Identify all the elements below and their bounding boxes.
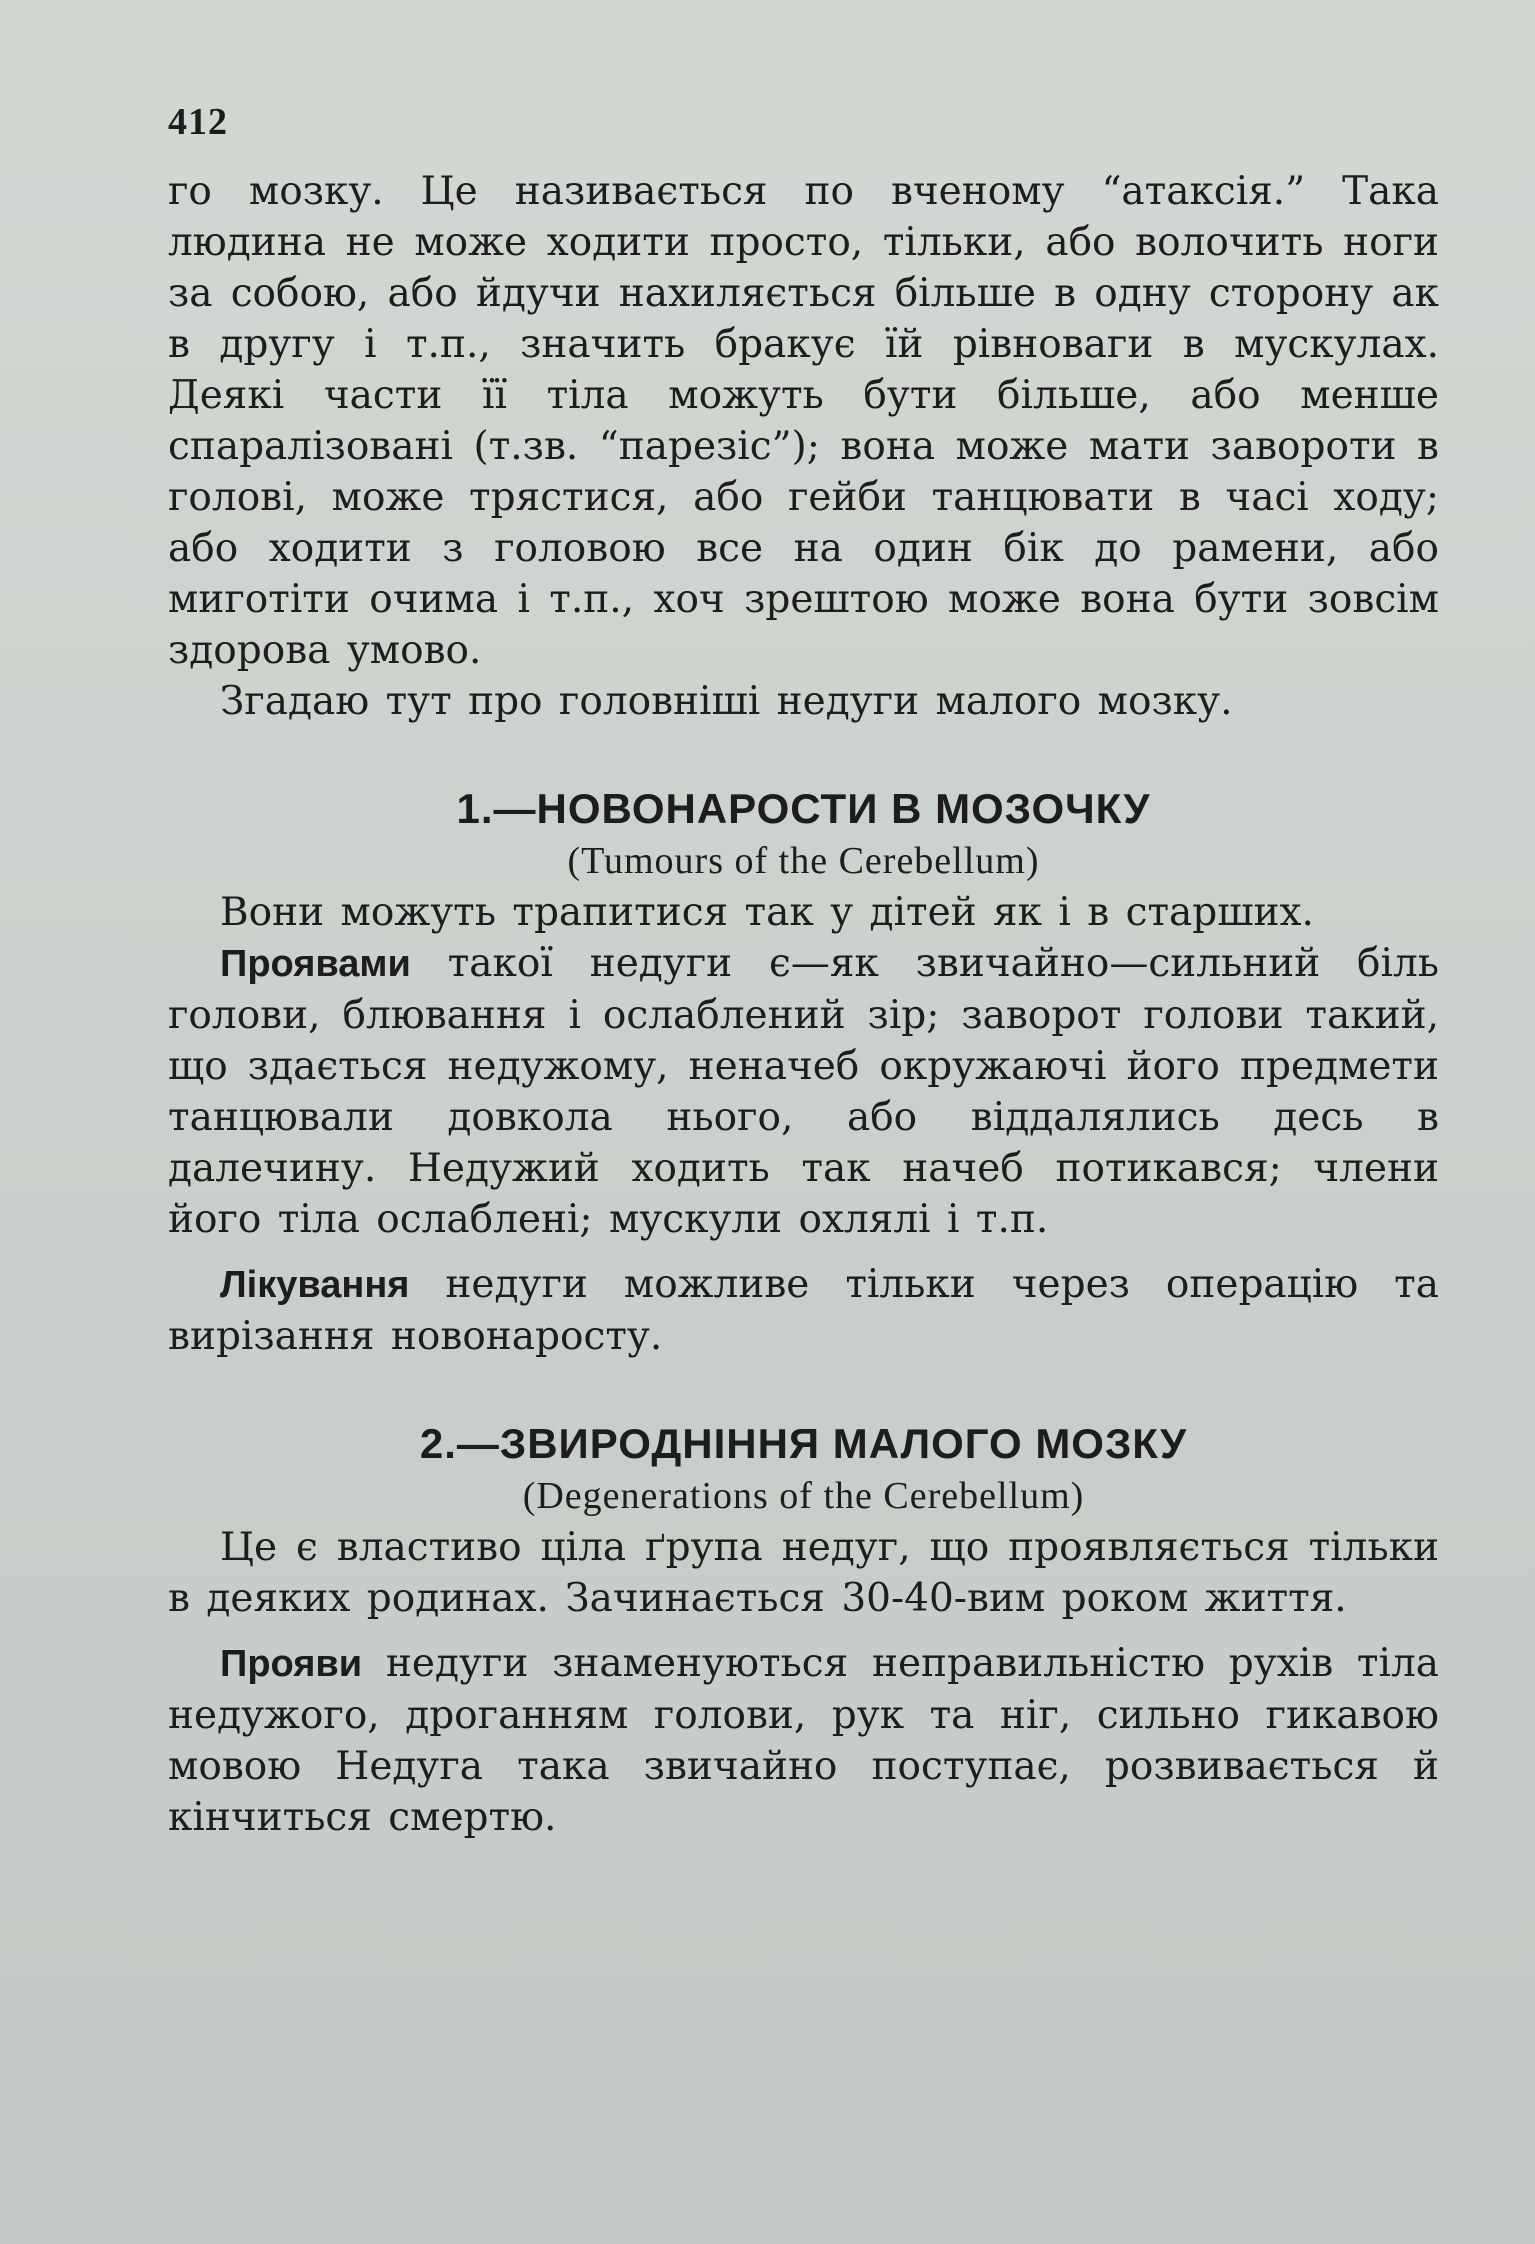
section-1-symptoms-paragraph [168, 938, 1439, 1245]
section-2-symptoms-lead: Прояви [220, 1643, 363, 1685]
section-1-paragraph-1: Вони можуть трапитися так у дітей як і в старших. [220, 890, 1314, 935]
section-2-paragraph-1: Це є властиво ціла ґрупа недуг, що проявляється тільки в деяких родинах. Зачинається 30-40-вим роком життя. [168, 1525, 1439, 1621]
intro-paragraph-2: Згадаю тут про головніші недуги малого мозку. [220, 679, 1233, 724]
section-1-treatment-text: недуги можливе тільки через операцію та вирізання новонаросту. [168, 1262, 1439, 1359]
intro-paragraph-1: го мозку. Це називається по вченому “атаксія.” Така людина не може ходити просто, тільки, або волочить ноги за собою, або йдучи нахиляється більше в одну сторону ак в другу і т.п., значить бракує їй рівноваги в мускулах. Деякі части її тіла можуть бути більше, або менше спаралізовані (т.зв. “парезіс”); вона може мати завороти в голові, може трястися, або гейби танцювати в часі ходу; або ходити з головою все на один бік до рамени, або миготіти очима і т.п., хоч зрештою може вона бути зовсім здорова умово. [168, 169, 1439, 673]
section-1-treatment-paragraph [168, 1259, 1439, 1362]
section-1-symptoms-text: такої недуги є—як звичайно—сильний біль голови, блювання і ослаблений зір; заворот голови такий, що здається недужому, неначеб окружаючі його предмети танцювали довкола нього, або віддалялись десь в далечину. Недужий ходить так начеб потикався; члени його тіла ослаблені; мускули охлялі і т.п. [168, 941, 1439, 1242]
section-1-title: 1.—НОВОНАРОСТИ В МОЗОЧКУ [456, 785, 1151, 832]
section-1-symptoms-lead: Проявами [220, 943, 411, 985]
section-2-subtitle: (Degenerations of the Cerebellum) [522, 1475, 1085, 1517]
section-2-symptoms-paragraph [168, 1638, 1439, 1843]
section-1-subtitle: (Tumours of the Cerebellum) [567, 840, 1040, 882]
page-number: 412 [168, 101, 228, 143]
section-2-symptoms-text: недуги знаменуються неправильністю рухів тіла недужого, дроганням голови, рук та ніг, сильно гикавою мовою Недуга така звичайно поступає, розвивається й кінчиться смертю. [168, 1641, 1439, 1840]
section-2-title: 2.—ЗВИРОДНІННЯ МАЛОГО МОЗКУ [419, 1420, 1188, 1467]
section-1-treatment-lead: Лікування [220, 1264, 410, 1306]
